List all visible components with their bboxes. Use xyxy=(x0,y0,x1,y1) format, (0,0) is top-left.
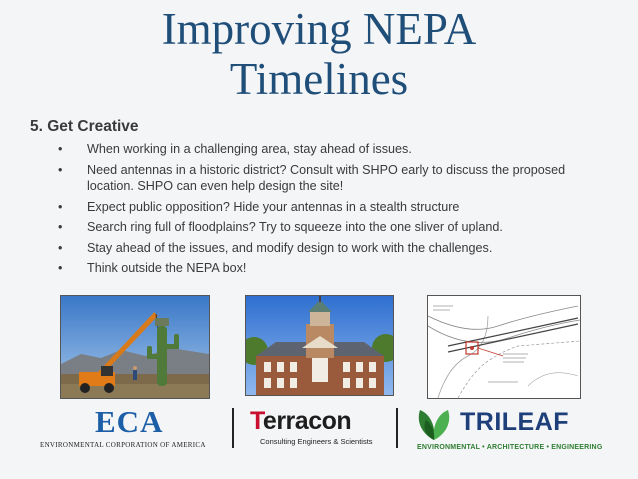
title-line-1: Improving NEPA xyxy=(161,4,477,54)
bullet-marker: • xyxy=(58,199,63,214)
bullet-text: Stay ahead of the issues, and modify design to work with the challenges. xyxy=(87,240,493,255)
site-plan-map xyxy=(427,295,581,399)
bullet-item xyxy=(58,141,598,158)
terracon-logo-subtitle: Consulting Engineers & Scientists xyxy=(260,437,373,446)
bullet-item xyxy=(58,240,598,257)
terracon-logo-name: erracon xyxy=(262,407,352,435)
historic-building-photo xyxy=(245,295,394,396)
eca-logo xyxy=(40,406,220,449)
eca-logo-name: ECA xyxy=(95,404,164,439)
bullet-text: Expect public opposition? Hide your antennas in a stealth structure xyxy=(87,199,460,214)
bullet-text: Search ring full of floodplains? Try to squeeze into the one sliver of upland. xyxy=(87,220,503,234)
bullet-item xyxy=(58,162,598,195)
terracon-logo xyxy=(250,406,380,446)
slide-title xyxy=(0,4,638,104)
bullet-item xyxy=(58,260,598,277)
partner-logos xyxy=(0,398,638,458)
terracon-logo-mark: T xyxy=(250,407,263,435)
trileaf-logo-name: TRILEAF xyxy=(460,408,570,436)
section-heading: 5. Get Creative xyxy=(30,118,139,135)
bullet-text: Need antennas in a historic district? Consult with SHPO early to discuss the proposed location. SHPO can even help design the site! xyxy=(87,162,566,193)
bullet-marker: • xyxy=(58,220,63,234)
bullet-item xyxy=(58,199,598,216)
bullet-marker: • xyxy=(58,142,63,156)
eca-logo-subtitle: ENVIRONMENTAL CORPORATION OF AMERICA xyxy=(40,441,206,449)
trileaf-leaf-icon xyxy=(412,406,456,442)
bullet-text: When working in a challenging area, stay ahead of issues. xyxy=(87,142,412,156)
trileaf-logo-subtitle: ENVIRONMENTAL • ARCHITECTURE • ENGINEERING xyxy=(417,444,603,451)
bullet-marker: • xyxy=(58,261,63,275)
title-line-2: Timelines xyxy=(229,54,409,104)
logo-divider xyxy=(396,408,398,448)
bullet-marker: • xyxy=(58,240,63,255)
cactus-tower-photo xyxy=(60,295,210,399)
bullet-text: Think outside the NEPA box! xyxy=(87,261,247,275)
logo-divider xyxy=(232,408,234,448)
bullet-marker: • xyxy=(58,162,63,177)
bullet-list xyxy=(58,141,598,281)
bullet-item xyxy=(58,219,598,236)
